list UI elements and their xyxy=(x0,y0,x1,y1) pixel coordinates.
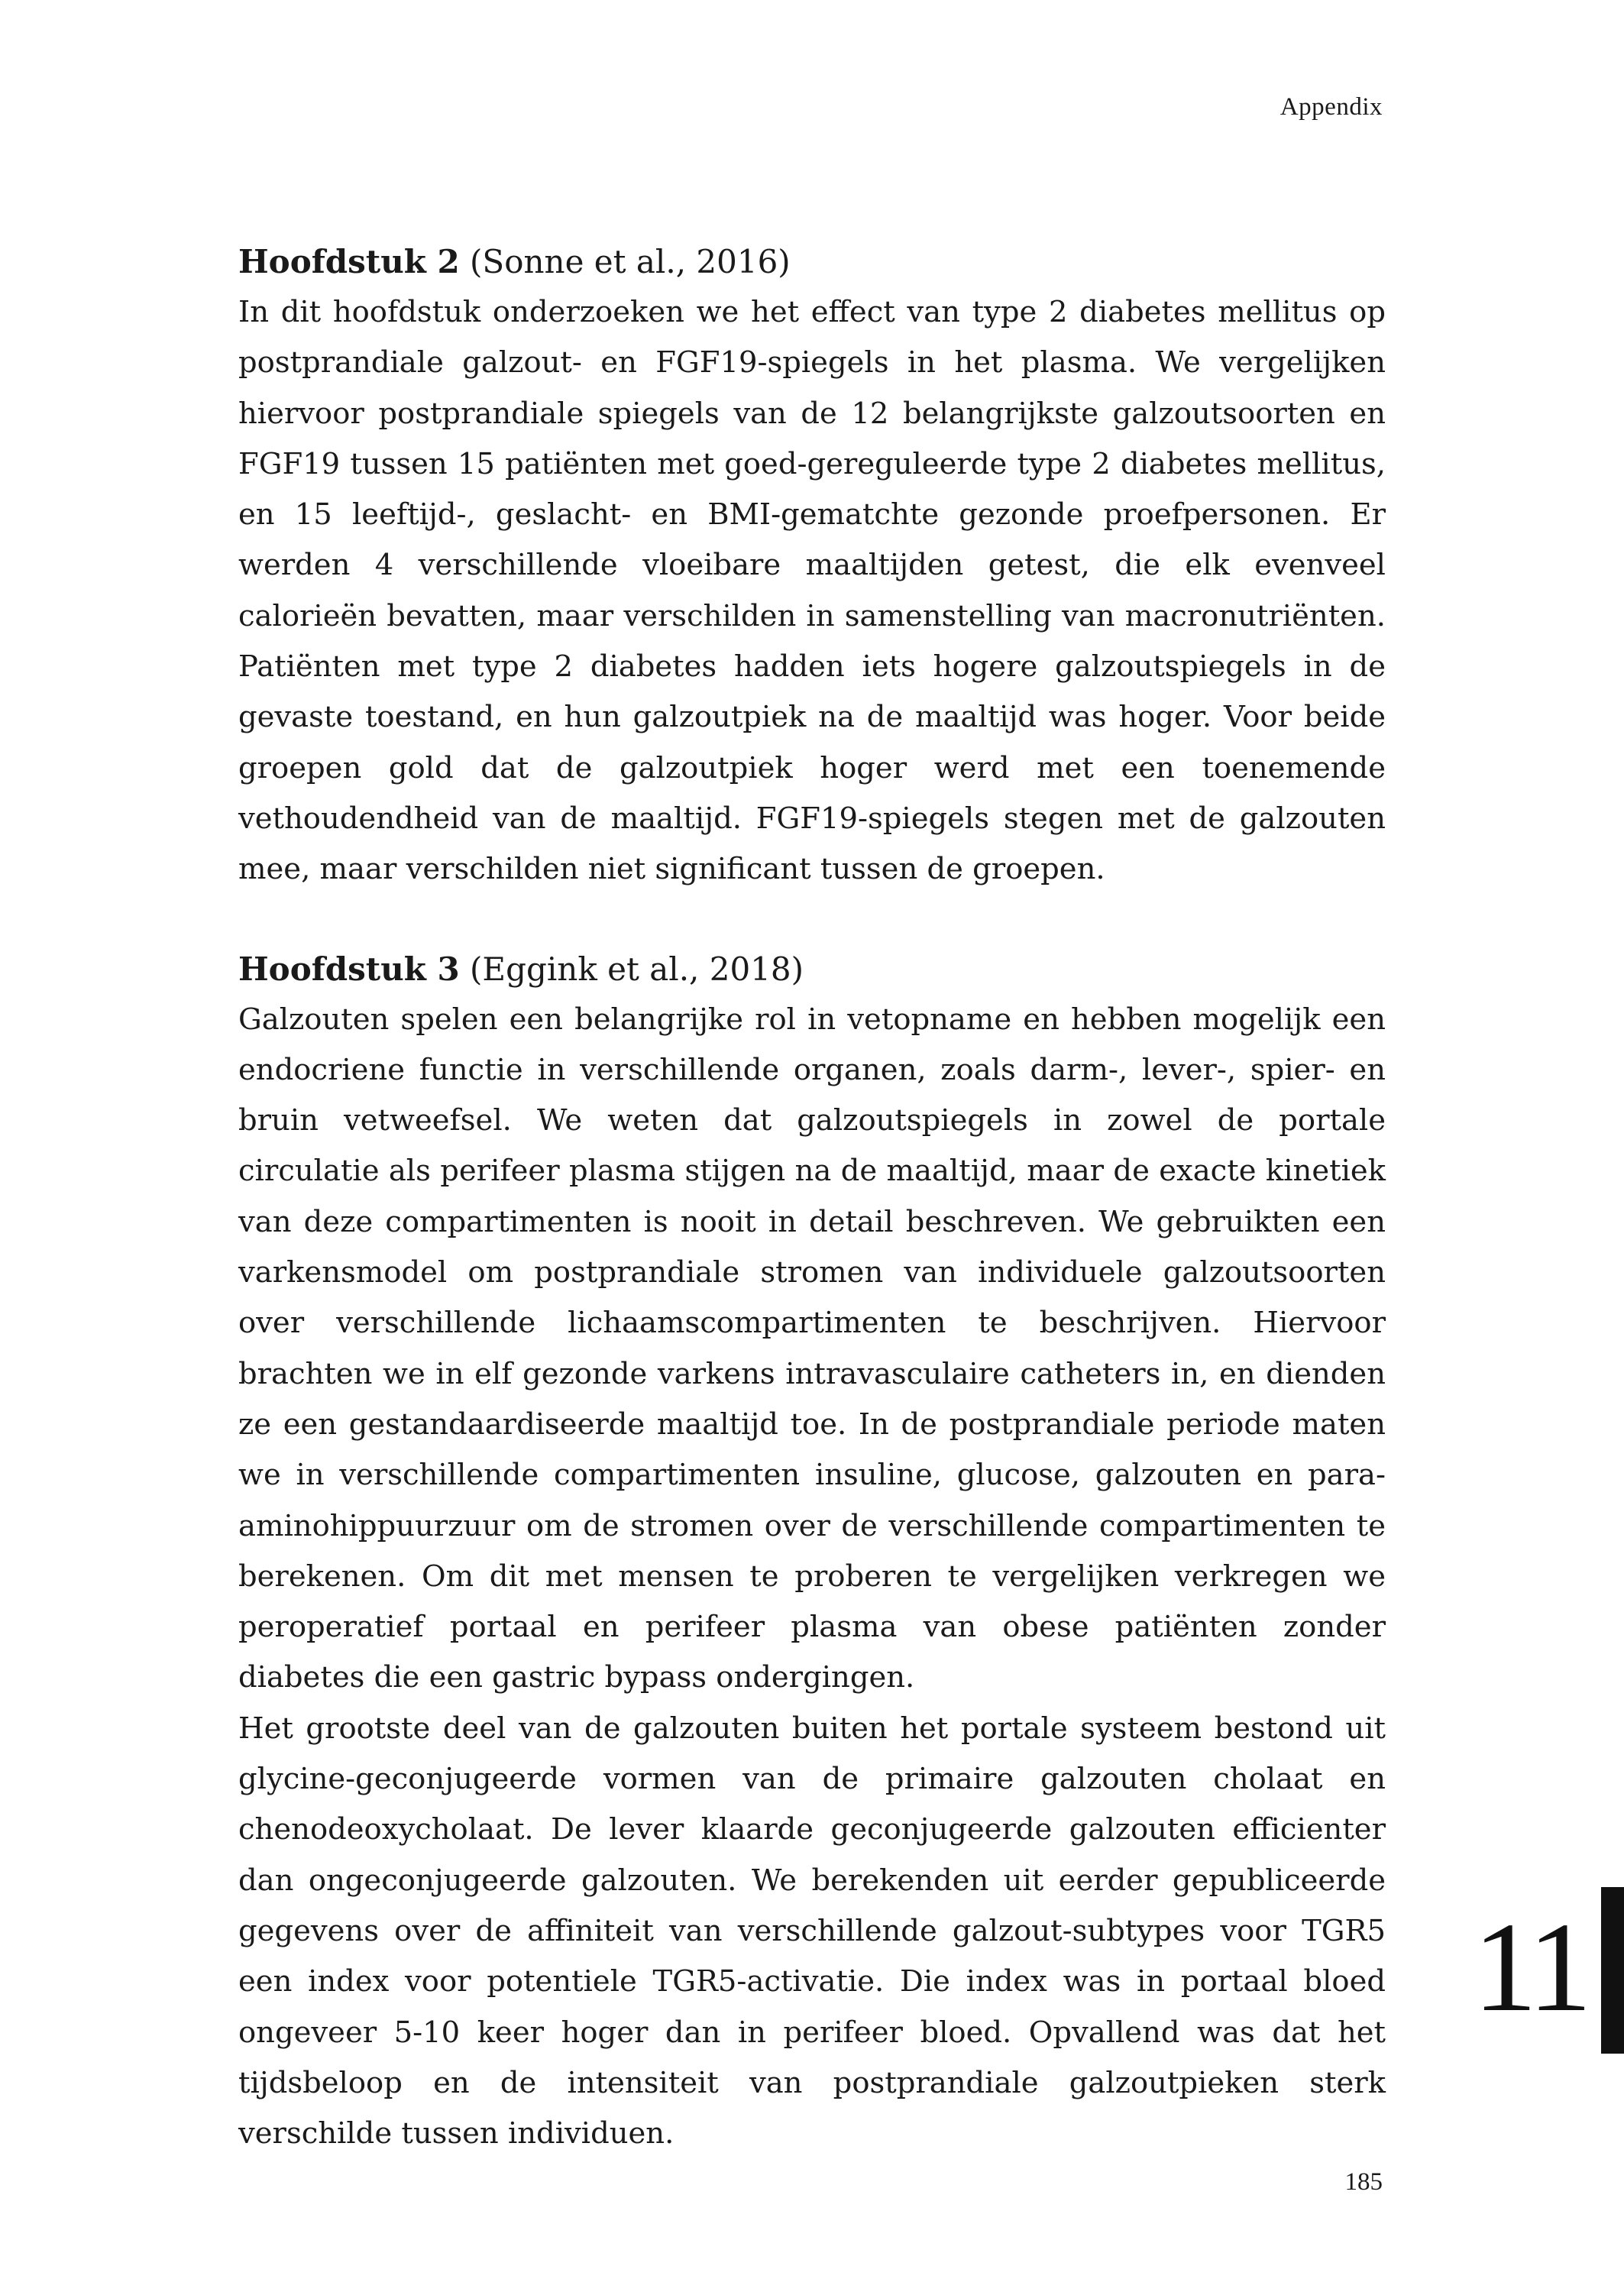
body-paragraph: In dit hoofdstuk onderzoeken we het effect van type 2 diabetes mellitus op postprandiale galzout- en FGF19-spiegels in het plasma. We vergelijken hiervoor postprandiale spiegels van de 12 belangrijkste galzoutsoorten en FGF19 tussen 15 patiënten met goed-gereguleerde type 2 diabetes mellitus, en 15 leeftijd-, geslacht- en BMI-gematchte gezonde proefpersonen. Er werden 4 verschillende vloeibare maaltijden getest, die elk evenveel calorieën bevatten, maar verschilden in samenstelling van macronutriënten. Patiënten met type 2 diabetes hadden iets hogere galzoutspiegels in de gevaste toestand, en hun galzoutpiek na de maaltijd was hoger. Voor beide groepen gold dat de galzoutpiek hoger werd met een toenemende vethoudendheid van de maaltijd. FGF19-spiegels stegen met de galzouten mee, maar verschilden niet significant tussen de groepen. xyxy=(238,295,1386,887)
page-number: 185 xyxy=(1344,2168,1383,2196)
body-paragraph: Het grootste deel van de galzouten buiten het portale systeem bestond uit glycine-geconjugeerde vormen van de primaire galzouten cholaat en chenodeoxycholaat. De lever klaarde geconjugeerde galzouten efficienter dan ongeconjugeerde galzouten. We berekenden uit eerder gepubliceerde gegevens over de affiniteit van verschillende galzout-subtypes voor TGR5 een index voor potentiele TGR5-activatie. Die index was in portaal bloed ongeveer 5-10 keer hoger dan in perifeer bloed. Opvallend was dat het tijdsbeloop en de intensiteit van postprandiale galzoutpieken sterk verschilde tussen individuen. xyxy=(238,1711,1386,2151)
section-label: Hoofdstuk 2 xyxy=(238,243,460,280)
chapter-tab-number: 11 xyxy=(1473,1896,1587,2038)
section-heading xyxy=(238,944,1386,995)
section-hoofdstuk-2 xyxy=(238,237,1386,895)
section-citation: (Sonne et al., 2016) xyxy=(470,243,791,280)
chapter-tab-bar xyxy=(1601,1887,1624,2054)
running-header: Appendix xyxy=(1279,93,1383,121)
body-paragraph: Galzouten spelen een belangrijke rol in vetopname en hebben mogelijk een endocriene functie in verschillende organen, zoals darm-, lever-, spier- en bruin vetweefsel. We weten dat galzoutspiegels in zowel de portale circulatie als perifeer plasma stijgen na de maaltijd, maar de exacte kinetiek van deze compartimenten is nooit in detail beschreven. We gebruikten een varkensmodel om postprandiale stromen van individuele galzoutsoorten over verschillende lichaamscompartimenten te beschrijven. Hiervoor brachten we in elf gezonde varkens intravasculaire catheters in, en dienden ze een gestandaardiseerde maaltijd toe. In de postprandiale periode maten we in verschillende compartimenten insuline, glucose, galzouten en para-aminohippuurzuur om de stromen over de verschillende compartimenten te berekenen. Om dit met mensen te proberen te vergelijken verkregen we peroperatief portaal en perifeer plasma van obese patiënten zonder diabetes die een gastric bypass ondergingen. xyxy=(238,1002,1386,1695)
page-content xyxy=(238,237,1386,2159)
section-citation: (Eggink et al., 2018) xyxy=(470,950,804,988)
section-hoofdstuk-3 xyxy=(238,944,1386,2160)
section-label: Hoofdstuk 3 xyxy=(238,950,460,988)
section-heading xyxy=(238,237,1386,287)
